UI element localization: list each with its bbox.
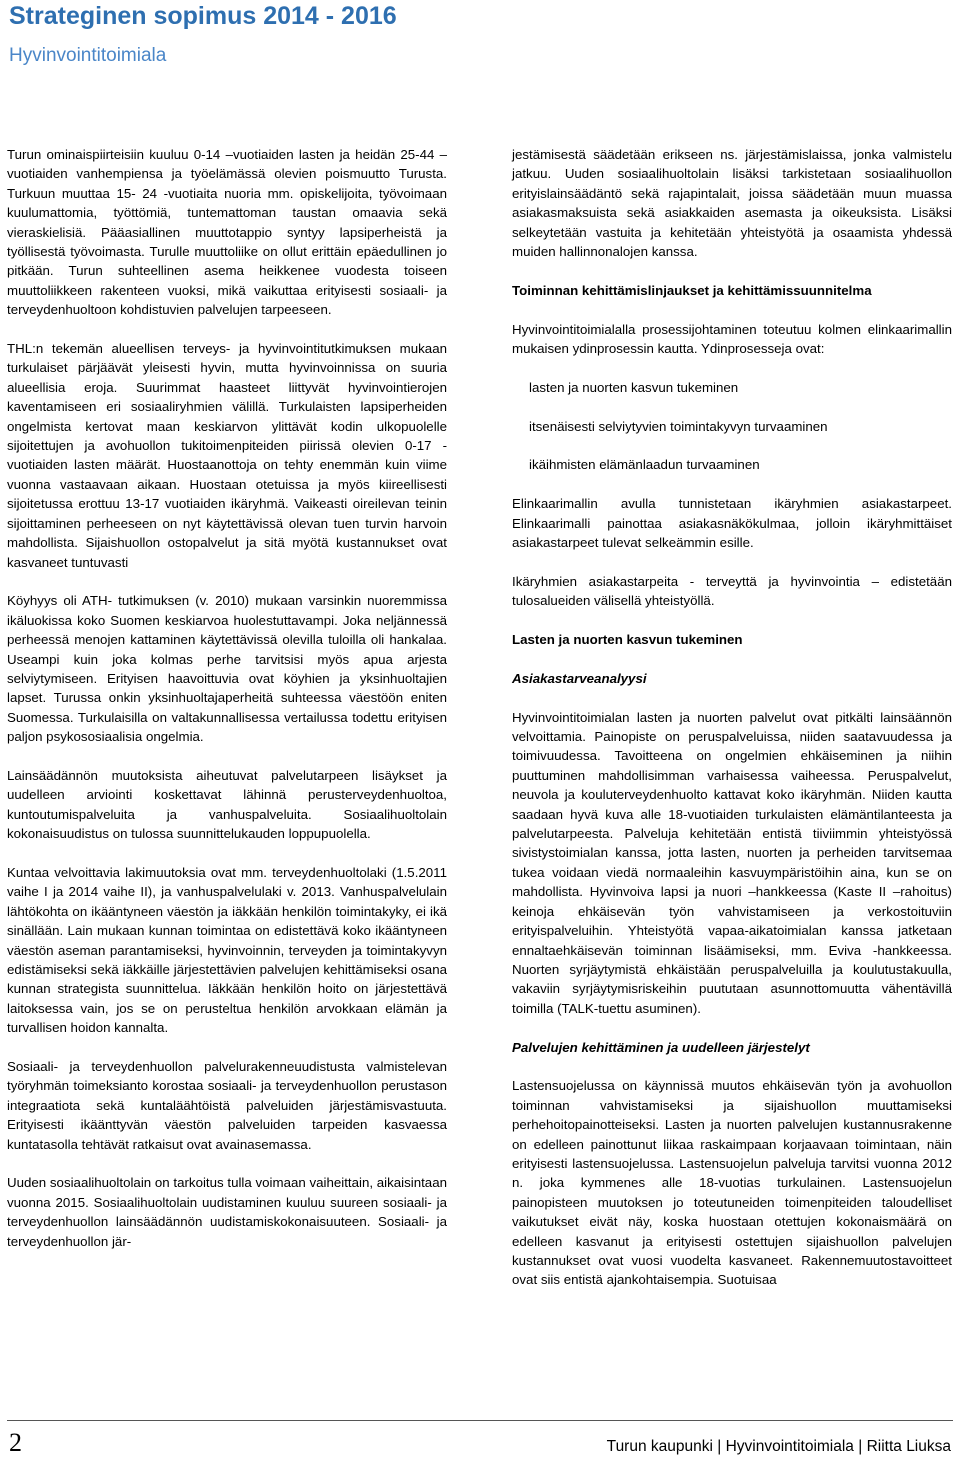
- page-subtitle: Hyvinvointitoimiala: [9, 45, 167, 66]
- core-process-item: itsenäisesti selviytyvien toimintakyvyn turvaaminen: [529, 418, 828, 434]
- paragraph-child-welfare: Lastensuojelussa on käynnissä muutos ehkäisevän työn ja avohuollon toiminnan vahvistamiseksi ja sijaishuollon muuttamiseksi perhehoitopainotteiseksi. Lasten ja nuorten palvelujen kustannusrakenne on edelleen painottunut liikaa raskaimpaan korjaavaan toimintaan, näin erityisesti lastensuojelussa. Lastensuojelun palveluja tarvitsi vuonna 2012 n. joka kymmenes alle 18-vuotias turkulainen. Lastensuojelun painopisteen muutoksen jo toteutuneiden toimenpiteiden taloudelliset vaikutukset eivät näy, koska huostaan otettujen kokonaismäärä on edelleen kasvanut ja erityisesti ostettujen sijaishuollon palvelujen kustannukset ovat vuosi vuodelta kasvaneet. Rakennemuutostavoitteet ovat siis entistä ajankohtaisempia. Suotuisaa: [512, 1078, 952, 1288]
- paragraph-legislation: Lainsäädännön muutoksista aiheutuvat palvelutarpeen lisäykset ja uudelleen arviointi koskettavat lähinnä perusterveydenhuoltoa, kuntoutumispalveluita ja vanhuspalveluita. Sosiaalihuoltolain kokonaisuudistus on tulossa suunnittelukauden loppupuolella.: [7, 767, 447, 842]
- paragraph-age-groups: Ikäryhmien asiakastarpeita - terveyttä ja hyvinvointia – edistetään tulosalueiden välisellä yhteistyöllä.: [512, 573, 952, 609]
- page-title: Strateginen sopimus 2014 - 2016: [9, 2, 397, 30]
- footer-divider: [7, 1420, 953, 1421]
- paragraph-law-changes: Kuntaa velvoittavia lakimuutoksia ovat mm. terveydenhuoltolaki (1.5.2011 vaihe I ja 2014 vaihe II), ja vanhuspalvelulaki v. 2013. Vanhuspalvelulain lähtökohta on ikääntyneen väestön ja iäkkään henkilön toimintakyky, ei ikä sinällään. Lain mukaan kunnan toimintaa on edistettävä koko ikääntyneen väestön aseman parantamiseksi, hyvinvoinnin, terveyden ja toimintakyvyn edistämiseksi sekä iäkkäille järjestettävien palvelujen kehittämiseksi osana kunnan strategista suunnittelua. Iäkkään henkilön hoito on järjestettävä laitoksessa vain, jos se on perusteltua henkilön arvokkaan elämän ja turvallisen hoidon kannalta.: [7, 864, 447, 1036]
- core-process-item: lasten ja nuorten kasvun tukeminen: [529, 379, 739, 395]
- left-column: [7, 145, 447, 1251]
- paragraph-intro: jestämisestä säädetään erikseen ns. järjestämislaissa, jonka valmistelu jatkuu. Uuden sosiaalihuoltolain lisäksi tarkistetaan sosiaalihuollon erityislainsäädäntö sekä rajapintalait, joissa säädetään muun muassa asiakasmaksuista sekä asiakkaiden asemasta ja oikeuksista. Lisäksi selkeytetään vastuita ja kehitetään yhteistyötä ja osaamista yhdessä muiden hallinnonalojen kanssa.: [512, 147, 952, 260]
- core-process-item: ikäihmisten elämänlaadun turvaaminen: [529, 457, 760, 473]
- paragraph-thl-study: THL:n tekemän alueellisen terveys- ja hyvinvointitutkimuksen mukaan turkulaiset pärjäävät yleisesti hyvin, mutta hyvinvoinnissa on suuria alueellisia eroja. Suurimmat haasteet liittyvät hyvinvointierojen kaventamiseen eri sosiaaliryhmien välillä. Turkulaisten lapsiperheiden ongelmista kertovat maan keskiarvon ylittävät kodin ulkopuolelle sijoitettujen ja avohuollon tukitoimenpiteiden piirissä olevien 0-17 -vuotiaiden lasten määrät. Huostaanottoja on tehty enemmän kuin viime vuonna vastaavaan aikaan. Huostaan otetuissa ja myös kiireellisesti sijoitetussa erottuu 13-17 vuotiaiden ikäryhmä. Vaikeasti oireilevan teinin sijoittaminen perheeseen on nyt käytettävissä olevan tuen turvin harvoin mahdollista. Sijaishuollon ostopalvelut ja sitä myötä kustannukset ovat kasvaneet tuntuvasti: [7, 341, 447, 570]
- page-number: 2: [9, 1428, 22, 1457]
- paragraph-analysis: Hyvinvointitoimialan lasten ja nuorten palvelut ovat pitkälti lainsäännön velvoittamia. Painopiste on peruspalveluissa, niiden saatavuudessa ja toimivuudessa. Tavoitteena on ongelmien ehkäiseminen ja niihin puuttuminen mahdollisimman varhaisessa vaiheessa. Peruspalvelut, neuvola ja kouluterveydenhuolto kattavat koko ikäryhmän. Niiden kautta saadaan hyvä kuva alle 18-vuotiaiden turkulaisten elämäntilanteesta ja palvelutarpeesta. Palveluja kehitetään entistä tiiviimmin yhteistyössä sivistystoimialan kanssa, jotta lasten, nuorten ja perheiden tarvitsemaa tukea voidaan viedä normaaleihin kasvuympäristöihin aina, kun se on mahdollista. Hyvinvoiva lapsi ja nuori –hankkeessa (Kaste II –rahoitus) keinoja ehkäisevän työn vahvistamiseen ja verkostoituviin erityispalveluihin. Yhteistyötä vapaa-aikatoimialan kanssa jatketaan ennaltaehkäisevän toiminnan lisäämiseksi, mm. Eviva -hankkeessa. Nuorten syrjäytymistä ehkäistään peruspalveluilla ja koulutustakuulla, vakaviin syrjäytymisriskeihin puututaan asunnottomuutta vähentävillä toimilla (TALK-tuettu asuminen).: [512, 709, 952, 1016]
- section-heading-development: Toiminnan kehittämislinjaukset ja kehittämissuunnitelma: [512, 282, 872, 298]
- paragraph-reform: Sosiaali- ja terveydenhuollon palvelurakenneuudistusta valmistelevan työryhmän toimeksianto korostaa sosiaali- ja terveydenhuollon perustason integraatiota sekä kuntaläähtöistä palveluiden järjestämisvastuuta. Erityisesti ikäänttyvän väestön palveluiden tarpeiden kasvaessa kuntatasolla tehtävät ratkaisut ovat avainasemassa.: [7, 1059, 447, 1152]
- paragraph-poverty: Köyhyys oli ATH- tutkimuksen (v. 2010) mukaan varsinkin nuoremmissa ikäluokissa koko Suomen keskiarvoa huolestuttavampi. Joka neljännessä perheessä menojen kattaminen käytettävissä olevilla tuloilla oli hankalaa. Useampi kuin joka kolmas perhe tarvitsisi myös apua arjesta selviytymiseen. Erityisen haavoittuvia ovat köyhien ja yksinhuoltajien lapset. Turussa onkin yksinhuoltajaperheitä suhteessa väestöön eniten Suomessa. Turkulaisilla on valtakunnallisessa vertailussa todettu erityisen paljon psykososiaalisia ongelmia.: [7, 593, 447, 745]
- paragraph-social-welfare-act: Uuden sosiaalihuoltolain on tarkoitus tulla voimaan vaiheittain, aikaisintaan vuonna 2015. Sosiaalihuoltolain uudistaminen kuuluu suureen sosiaali- ja terveydenhuollon lainsäädännön uudistamiskokonaisuuteen. Sosiaali- ja terveydenhuollon jär-: [7, 1175, 447, 1249]
- section-heading-children: Lasten ja nuorten kasvun tukeminen: [512, 632, 743, 648]
- subheading-needs-analysis: Asiakastarveanalyysi: [512, 670, 647, 686]
- right-column: [512, 145, 952, 1290]
- paragraph-lifecycle: Elinkaarimallin avulla tunnistetaan ikäryhmien asiakastarpeet. Elinkaarimalli painottaa asiakasnäkökulmaa, jolloin ikäryhmittäiset asiakastarpeet tulevat selkeämmin esille.: [512, 496, 952, 551]
- subheading-service-development: Palvelujen kehittäminen ja uudelleen järjestelyt: [512, 1039, 810, 1055]
- paragraph-migration: Turun ominaispiirteisiin kuuluu 0-14 –vuotiaiden lasten ja heidän 25-44 –vuotiaiden vanhempiensa ja työelämässä olevien poismuutto Turusta. Turkuun muuttaa 15- 24 -vuotiaita nuoria mm. opiskelijoita, työvoimaan kuulumattomia, työttömiä, tuntemattoman taustan omaavia sekä vieraskielisiä. Pääasiallinen muuttotappio syntyy lapsiperheistä ja työllisestä työvoimasta. Turulle muuttoliike on ollut erittäin epäedullinen jo pitkään. Turun suhteellinen asema heikkenee vuodesta toiseen muuttoliikkeen rakenteen vuoksi, mikä vaikuttaa erityisesti sosiaali- ja terveydenhuoltoon kohdistuvien palvelujen tarpeeseen.: [7, 147, 447, 318]
- paragraph-goals-intro: Hyvinvointitoimialalla prosessijohtaminen toteutuu kolmen elinkaarimallin mukaisen ydinprosessin kautta. Ydinprosesseja ovat:: [512, 321, 952, 357]
- footer-text: Turun kaupunki | Hyvinvointitoimiala | Riitta Liuksa: [606, 1438, 951, 1455]
